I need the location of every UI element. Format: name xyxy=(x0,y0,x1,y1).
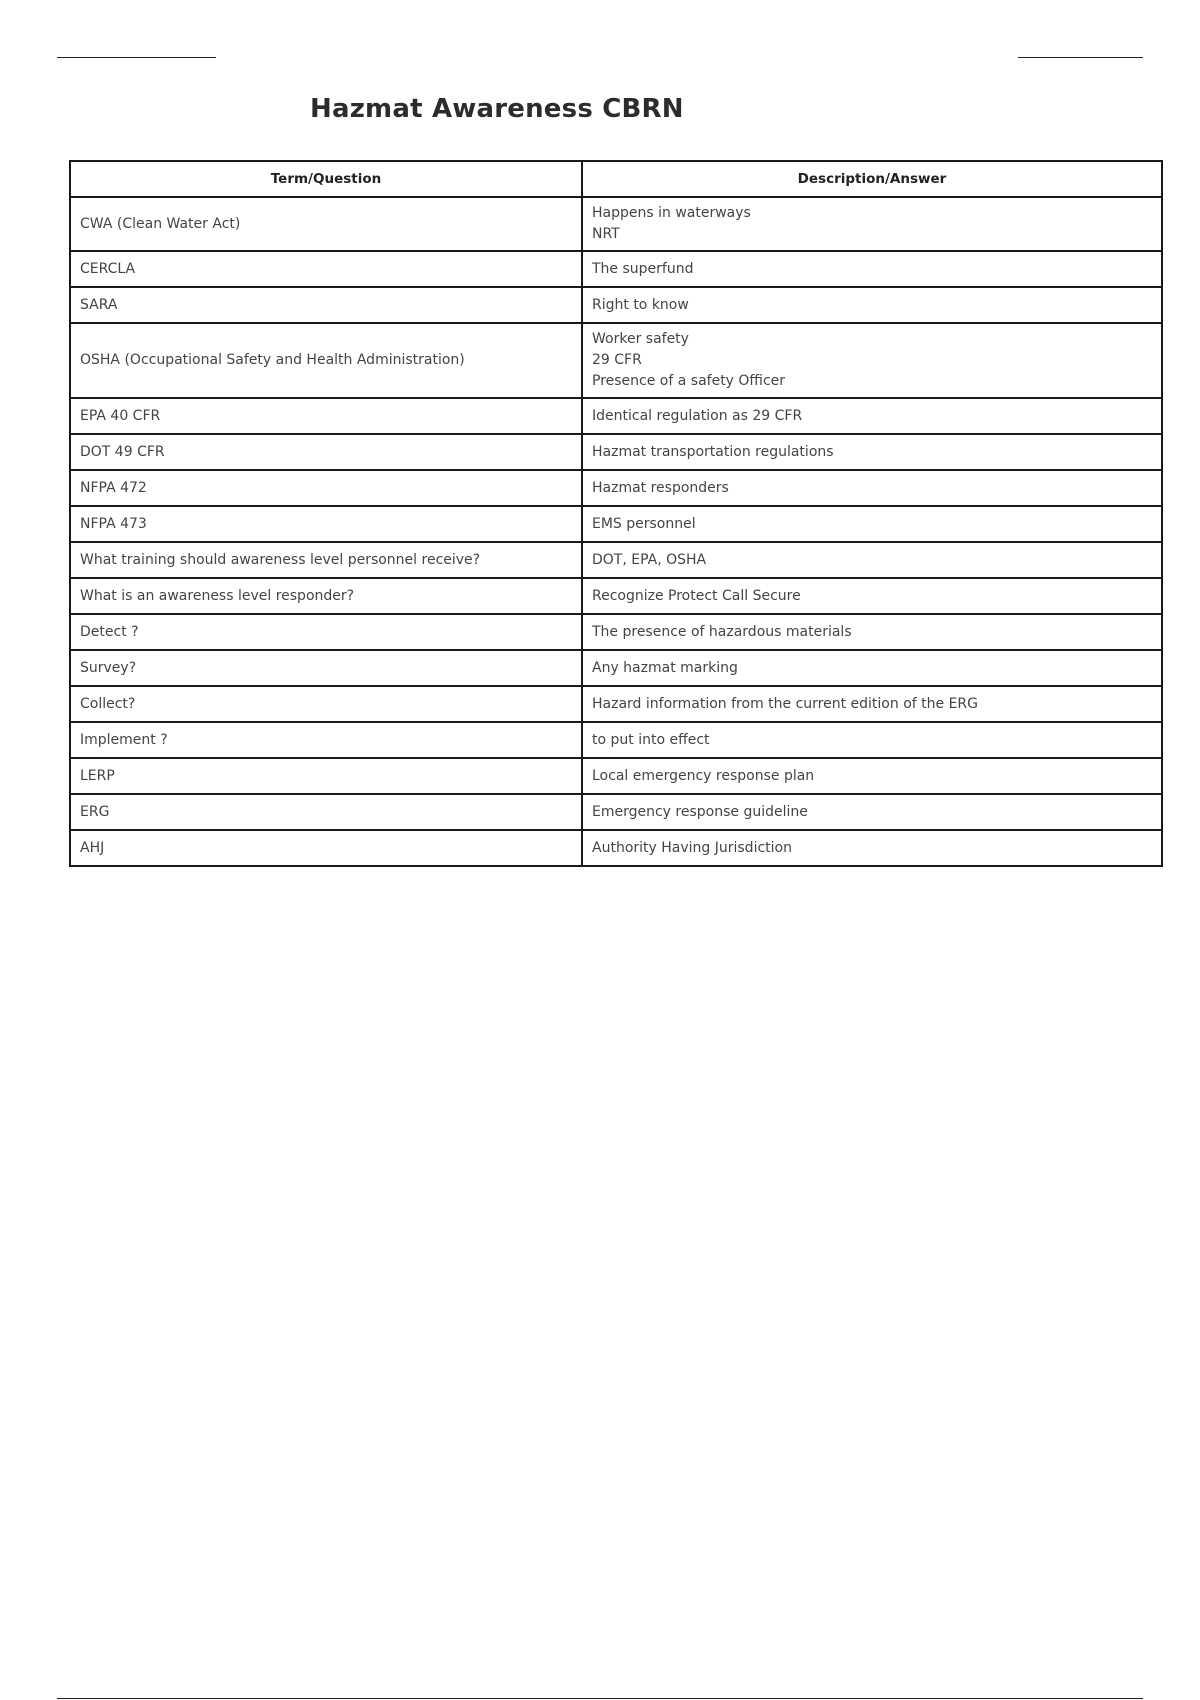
answer-line: Hazard information from the current edition of the ERG xyxy=(592,695,978,712)
answer-line: Recognize Protect Call Secure xyxy=(592,587,801,604)
table-row xyxy=(70,542,1162,578)
header-rule-right xyxy=(1018,57,1143,58)
column-header-term: Term/Question xyxy=(70,161,582,197)
document-title: Hazmat Awareness CBRN xyxy=(310,94,684,124)
term-cell: DOT 49 CFR xyxy=(70,434,582,470)
answer-line: EMS personnel xyxy=(592,515,696,532)
column-header-answer: Description/Answer xyxy=(582,161,1162,197)
terms-table xyxy=(69,160,1163,867)
answer-line: Presence of a safety Officer xyxy=(592,373,786,389)
answer-cell xyxy=(582,434,1162,470)
answer-cell xyxy=(582,722,1162,758)
answer-line: to put into effect xyxy=(592,731,710,748)
table-header-row xyxy=(70,161,1162,197)
table-row xyxy=(70,794,1162,830)
answer-cell xyxy=(582,650,1162,686)
term-cell: Survey? xyxy=(70,650,582,686)
answer-cell xyxy=(582,398,1162,434)
term-cell: CWA (Clean Water Act) xyxy=(70,197,582,251)
term-cell: Detect ? xyxy=(70,614,582,650)
table-row xyxy=(70,686,1162,722)
footer-rule xyxy=(57,1698,1143,1699)
term-cell: OSHA (Occupational Safety and Health Administration) xyxy=(70,323,582,398)
answer-line: Hazmat responders xyxy=(592,479,729,496)
answer-cell xyxy=(582,686,1162,722)
answer-cell xyxy=(582,323,1162,398)
answer-line: Authority Having Jurisdiction xyxy=(592,839,792,856)
answer-line: DOT, EPA, OSHA xyxy=(592,551,707,568)
answer-line: Right to know xyxy=(592,296,689,313)
header-rule-left xyxy=(57,57,216,58)
answer-cell xyxy=(582,614,1162,650)
answer-line: Happens in waterways xyxy=(592,205,751,221)
answer-cell xyxy=(582,506,1162,542)
term-cell: Collect? xyxy=(70,686,582,722)
table-row xyxy=(70,434,1162,470)
table-row xyxy=(70,398,1162,434)
answer-cell xyxy=(582,287,1162,323)
answer-cell xyxy=(582,578,1162,614)
term-cell: Implement ? xyxy=(70,722,582,758)
term-cell: AHJ xyxy=(70,830,582,866)
term-cell: NFPA 473 xyxy=(70,506,582,542)
answer-line: Identical regulation as 29 CFR xyxy=(592,407,803,424)
table-row xyxy=(70,578,1162,614)
term-cell: NFPA 472 xyxy=(70,470,582,506)
term-cell: LERP xyxy=(70,758,582,794)
table-row xyxy=(70,470,1162,506)
answer-line: 29 CFR xyxy=(592,352,642,368)
table-row xyxy=(70,197,1162,251)
answer-cell xyxy=(582,758,1162,794)
table-row xyxy=(70,251,1162,287)
answer-line: Worker safety xyxy=(592,331,689,347)
table-row xyxy=(70,506,1162,542)
answer-cell xyxy=(582,470,1162,506)
table-body xyxy=(70,197,1162,866)
table-row xyxy=(70,830,1162,866)
answer-line: The superfund xyxy=(592,260,694,277)
table-row xyxy=(70,758,1162,794)
answer-cell xyxy=(582,830,1162,866)
answer-line: Any hazmat marking xyxy=(592,659,738,676)
answer-line: The presence of hazardous materials xyxy=(592,623,852,640)
term-cell: SARA xyxy=(70,287,582,323)
term-cell: CERCLA xyxy=(70,251,582,287)
answer-line: Emergency response guideline xyxy=(592,803,808,820)
answer-line: NRT xyxy=(592,226,620,242)
table-row xyxy=(70,650,1162,686)
table-row xyxy=(70,323,1162,398)
table-row xyxy=(70,722,1162,758)
answer-cell xyxy=(582,197,1162,251)
answer-line: Hazmat transportation regulations xyxy=(592,443,834,460)
answer-cell xyxy=(582,794,1162,830)
term-cell: ERG xyxy=(70,794,582,830)
term-cell: What is an awareness level responder? xyxy=(70,578,582,614)
answer-line: Local emergency response plan xyxy=(592,767,815,784)
answer-cell xyxy=(582,251,1162,287)
table-row xyxy=(70,614,1162,650)
term-cell: EPA 40 CFR xyxy=(70,398,582,434)
table-row xyxy=(70,287,1162,323)
term-cell: What training should awareness level personnel receive? xyxy=(70,542,582,578)
answer-cell xyxy=(582,542,1162,578)
